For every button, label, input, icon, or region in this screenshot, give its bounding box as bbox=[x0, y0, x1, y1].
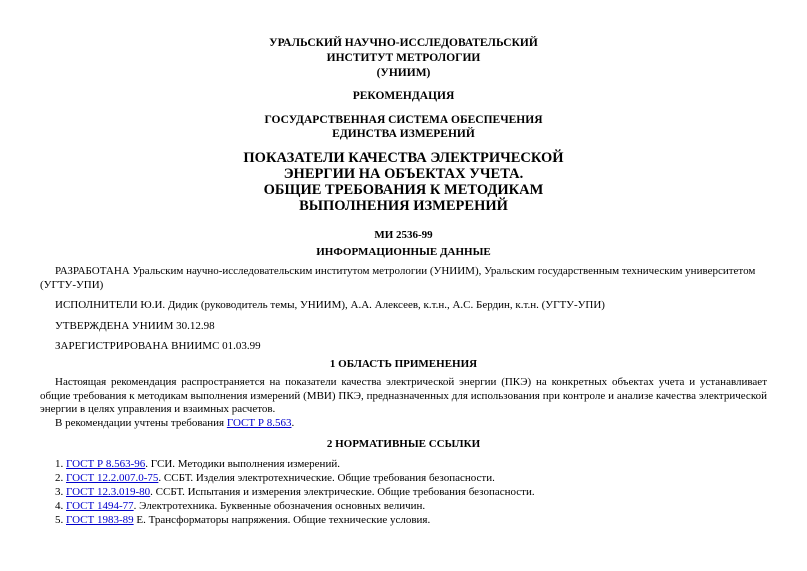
references-list bbox=[55, 457, 535, 527]
org-line: ИНСТИТУТ МЕТРОЛОГИИ bbox=[326, 52, 481, 64]
section-1-heading: 1 ОБЛАСТЬ ПРИМЕНЕНИЯ bbox=[329, 358, 478, 370]
ref-number: 3. bbox=[55, 486, 66, 498]
system-line: ГОСУДАРСТВЕННАЯ СИСТЕМА ОБЕСПЕЧЕНИЯ bbox=[264, 114, 543, 126]
info-developed: РАЗРАБОТАНА Уральским научно-исследовательским институтом метрологии (УНИИМ), Уральским государственным техническим университетом (УГТУ-УПИ) bbox=[40, 265, 756, 291]
ref-text: . ССБТ. Испытания и измерения электрические. Общие требования безопасности. bbox=[150, 486, 535, 498]
note-prefix: В рекомендации учтены требования bbox=[55, 417, 227, 429]
ref-text: . ГСИ. Методики выполнения измерений. bbox=[145, 458, 340, 470]
document-title bbox=[0, 150, 807, 214]
ref-text: . ССБТ. Изделия электротехнические. Общие требования безопасности. bbox=[158, 472, 495, 484]
org-line: (УНИИМ) bbox=[376, 67, 431, 79]
reference-item bbox=[55, 471, 535, 485]
note-suffix: . bbox=[291, 417, 295, 429]
gost-8-563-link[interactable]: ГОСТ Р 8.563 bbox=[226, 417, 292, 429]
ref-number: 2. bbox=[55, 472, 66, 484]
system-line: ЕДИНСТВА ИЗМЕРЕНИЙ bbox=[332, 128, 475, 140]
reference-link[interactable]: ГОСТ Р 8.563-96 bbox=[66, 458, 146, 470]
ref-number: 4. bbox=[55, 500, 66, 512]
info-approved: УТВЕРЖДЕНА УНИИМ 30.12.98 bbox=[55, 320, 215, 332]
ref-number: 5. bbox=[55, 514, 66, 526]
reference-link[interactable]: ГОСТ 12.2.007.0-75 bbox=[66, 472, 159, 484]
reference-link[interactable]: ГОСТ 1983-89 bbox=[66, 514, 134, 526]
organization-name bbox=[0, 36, 807, 81]
ref-text: . Электротехника. Буквенные обозначения основных величин. bbox=[133, 500, 426, 512]
info-executors: ИСПОЛНИТЕЛИ Ю.И. Дидик (руководитель темы, УНИИМ), А.А. Алексеев, к.т.н., А.С. Бердин, к.т.н. (УГТУ-УПИ) bbox=[55, 299, 605, 311]
org-line: УРАЛЬСКИЙ НАУЧНО-ИССЛЕДОВАТЕЛЬСКИЙ bbox=[269, 37, 538, 49]
reference-item bbox=[55, 485, 535, 499]
ref-text: Е. Трансформаторы напряжения. Общие технические условия. bbox=[133, 514, 431, 526]
ref-number: 1. bbox=[55, 458, 66, 470]
system-name bbox=[0, 113, 807, 141]
document-type: РЕКОМЕНДАЦИЯ bbox=[352, 90, 455, 102]
title-line: ЭНЕРГИИ НА ОБЪЕКТАХ УЧЕТА. bbox=[283, 166, 524, 182]
reference-item bbox=[55, 499, 535, 513]
title-line: ОБЩИЕ ТРЕБОВАНИЯ К МЕТОДИКАМ bbox=[263, 182, 544, 198]
info-registered: ЗАРЕГИСТРИРОВАНА ВНИИМС 01.03.99 bbox=[55, 340, 261, 352]
info-heading: ИНФОРМАЦИОННЫЕ ДАННЫЕ bbox=[316, 246, 491, 258]
section-2-heading: 2 НОРМАТИВНЫЕ ССЫЛКИ bbox=[326, 438, 481, 450]
section-1-note bbox=[40, 417, 767, 431]
title-line: ПОКАЗАТЕЛИ КАЧЕСТВА ЭЛЕКТРИЧЕСКОЙ bbox=[243, 150, 564, 166]
reference-item bbox=[55, 513, 535, 527]
section-1-paragraph: Настоящая рекомендация распространяется на показатели качества электрической энергии (ПКЭ) на конкретных объектах учета и устанавливает общие требования к методикам выполнения измерений (МВИ) ПКЭ, предназначенных для использования при контроле и анализе качества электрической энергии в целях управления и взаимных расчетов. bbox=[40, 376, 767, 415]
reference-link[interactable]: ГОСТ 1494-77 bbox=[66, 500, 134, 512]
title-line: ВЫПОЛНЕНИЯ ИЗМЕРЕНИЙ bbox=[299, 198, 508, 214]
reference-link[interactable]: ГОСТ 12.3.019-80 bbox=[66, 486, 151, 498]
reference-item bbox=[55, 457, 535, 471]
document-code: МИ 2536-99 bbox=[374, 229, 433, 241]
